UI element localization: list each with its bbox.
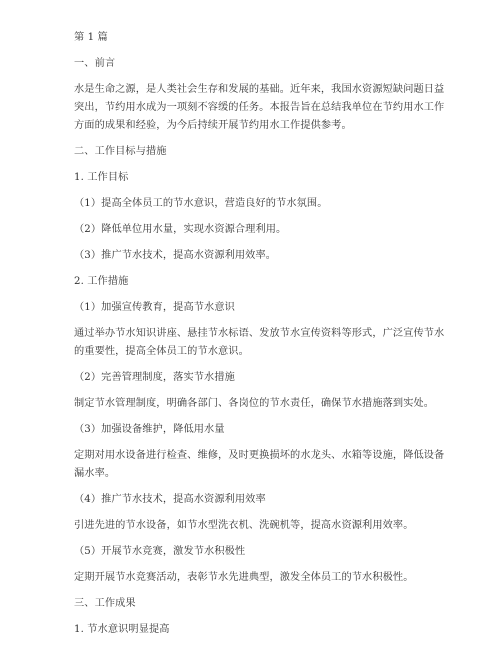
measure-title: （4）推广节水技术，提高水资源利用效率 [74,494,266,505]
measure-title: （2）完善管理制度，落实节水措施 [74,372,235,383]
subsection-heading-goals: 1. 工作目标 [74,172,129,183]
paragraph-line: 制定节水管理制度，明确各部门、各岗位的节水责任，确保节水措施落到实处。 [74,398,435,409]
paragraph-line: 引进先进的节水设备，如节水型洗衣机、洗碗机等，提高水资源利用效率。 [74,520,414,531]
section-heading-goals-measures: 二、工作目标与措施 [74,146,167,157]
section-heading-preface: 一、前言 [74,58,116,69]
list-item: （3）推广节水技术，提高水资源利用效率。 [74,250,277,261]
measure-title: （3）加强设备维护，降低用水量 [74,424,225,435]
paragraph-line: 突出，节约用水成为一项刻不容缓的任务。本报告旨在总结我单位在节约用水工作 [74,102,445,113]
subsection-heading-awareness: 1. 节水意识明显提高 [74,624,170,635]
paragraph-line: 定期对用水设备进行检查、维修，及时更换损坏的水龙头、水箱等设施，降低设备 [74,450,445,461]
section-heading-results: 三、工作成果 [74,598,136,609]
part-label: 第 1 篇 [74,32,108,43]
paragraph-line: 定期开展节水竞赛活动，表彰节水先进典型，激发全体员工的节水积极性。 [74,572,414,583]
paragraph-line: 水是生命之源，是人类社会生存和发展的基础。近年来，我国水资源短缺问题日益 [74,84,445,95]
subsection-heading-measures: 2. 工作措施 [74,276,129,287]
paragraph-line: 漏水率。 [74,468,116,479]
paragraph-line: 通过举办节水知识讲座、悬挂节水标语、发放节水宣传资料等形式，广泛宣传节水 [74,328,445,339]
paragraph-line: 的重要性，提高全体员工的节水意识。 [74,346,249,357]
measure-title: （5）开展节水竞赛，激发节水积极性 [74,546,246,557]
paragraph-line: 方面的成果和经验，为今后持续开展节约用水工作提供参考。 [74,120,352,131]
list-item: （2）降低单位用水量，实现水资源合理利用。 [74,224,287,235]
measure-title: （1）加强宣传教育，提高节水意识 [74,302,235,313]
list-item: （1）提高全体员工的节水意识，营造良好的节水氛围。 [74,198,328,209]
